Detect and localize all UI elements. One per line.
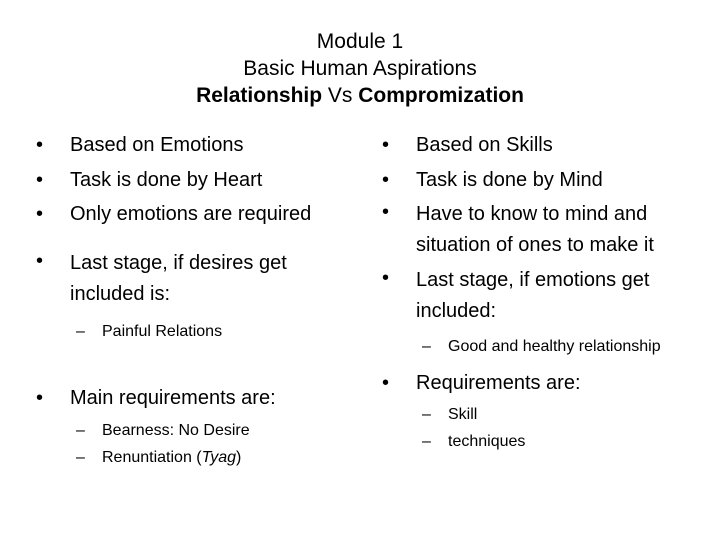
- sub-bullet-item: [14, 417, 344, 444]
- bullet-text: Based on Skills: [416, 134, 553, 156]
- title-compromization: Compromization: [358, 84, 524, 107]
- sub-bullet-item: [360, 333, 710, 360]
- slide-title: [0, 28, 720, 109]
- sub-bullet-item: [360, 401, 710, 428]
- bullet-text: Have to know to mind and situation of ones to make it: [416, 203, 654, 256]
- bullet-item: [360, 197, 696, 263]
- bullet-icon: •: [36, 168, 44, 191]
- sub-bullet-text: techniques: [448, 432, 526, 450]
- tyag-italic: Tyag: [201, 449, 237, 466]
- bullet-text: Task is done by Heart: [70, 168, 263, 191]
- title-subject: Basic Human Aspirations: [243, 57, 477, 80]
- sub-bullet-item: [360, 428, 710, 455]
- bullet-icon: •: [36, 203, 44, 225]
- dash-icon: –: [422, 405, 431, 423]
- bullet-text: Last stage, if desires get included is:: [70, 251, 287, 305]
- bullet-item: [14, 163, 344, 198]
- bullet-item: [360, 366, 710, 401]
- dash-icon: –: [76, 422, 85, 439]
- title-comparison: [0, 82, 720, 109]
- dash-icon: –: [422, 432, 431, 450]
- bullet-text: Requirements are:: [416, 372, 581, 394]
- right-column: [360, 128, 710, 455]
- title-vs: Vs: [322, 84, 359, 107]
- sub-bullet-item: [14, 444, 344, 471]
- title-relationship: Relationship: [196, 84, 323, 107]
- sub-bullet-text: Good and healthy relationship: [448, 338, 661, 355]
- bullet-text: Last stage, if emotions get included:: [416, 269, 650, 322]
- bullet-icon: •: [382, 372, 390, 394]
- bullet-item: [360, 163, 710, 198]
- bullet-icon: •: [36, 249, 44, 272]
- title-module: Module 1: [316, 30, 404, 53]
- bullet-item: [14, 197, 344, 232]
- bullet-item: [360, 128, 710, 163]
- bullet-text: Based on Emotions: [70, 134, 244, 156]
- bullet-icon: •: [382, 168, 390, 191]
- bullet-item: [14, 246, 320, 312]
- bullet-text: Only emotions are required: [70, 203, 312, 225]
- bullet-icon: •: [382, 134, 390, 156]
- bullet-text: Task is done by Mind: [416, 168, 603, 191]
- bullet-icon: •: [382, 267, 390, 289]
- dash-icon: –: [76, 449, 85, 466]
- sub-bullet-item: [14, 318, 344, 345]
- sub-bullet-text: Painful Relations: [102, 322, 223, 340]
- dash-icon: –: [76, 322, 85, 340]
- bullet-item: [14, 128, 344, 163]
- bullet-icon: •: [36, 386, 44, 409]
- dash-icon: –: [422, 338, 431, 355]
- bullet-text: Main requirements are:: [70, 386, 276, 409]
- bullet-item: [14, 381, 344, 416]
- bullet-icon: •: [36, 134, 44, 156]
- left-column: [14, 128, 344, 471]
- sub-bullet-text: Bearness: No Desire: [102, 422, 250, 439]
- bullet-item: [360, 263, 696, 329]
- sub-bullet-text: Renuntiation (Tyag): [102, 449, 242, 466]
- bullet-icon: •: [382, 201, 390, 223]
- sub-bullet-text: Skill: [448, 405, 478, 423]
